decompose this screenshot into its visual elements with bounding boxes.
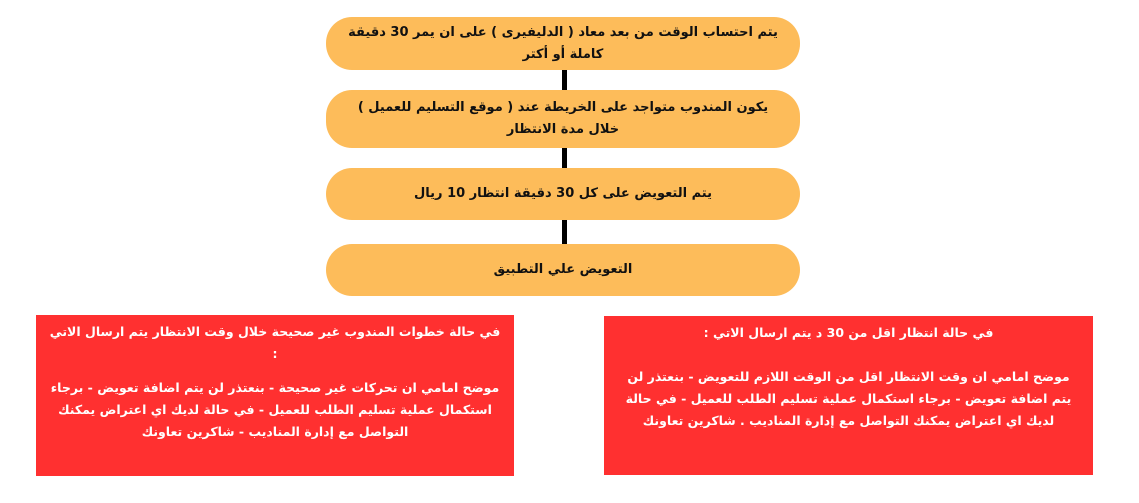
alert-short-wait-heading: في حالة انتظار اقل من 30 د يتم ارسال الاتي : <box>703 325 994 340</box>
alert-incorrect-steps-heading: في حالة خطوات المندوب غير صحيحة خلال وقت الانتظار يتم ارسال الاتي : <box>49 324 501 361</box>
flow-step-3-text: يتم التعويض على كل 30 دقيقة انتظار 10 ريال <box>414 186 712 201</box>
alert-short-wait-message: موضح امامي ان وقت الانتظار اقل من الوقت اللازم للتعويض - بنعتذر لن يتم اضافة تعويض - برجاء استكمال عملية تسليم الطلب للعميل - في حالة لديك اي اعتراض يمكنك التواصل مع إدارة المناديب . شاكرين تعاونك <box>625 369 1072 428</box>
flow-step-1-text: يتم احتساب الوقت من بعد معاد ( الدليفيرى ) على ان يمر 30 دقيقة كاملة أو أكتر <box>348 24 778 62</box>
flow-step-1 <box>326 17 800 70</box>
alert-incorrect-steps-message: موضح امامي ان تحركات غير صحيحة - بنعتذر لن يتم اضافة تعويض - برجاء استكمال عملية تسليم الطلب للعميل - في حالة لديك اي اعتراض يمكنك التواصل مع إدارة المناديب - شاكرين تعاونك <box>50 380 500 439</box>
flow-step-4 <box>326 244 800 296</box>
flow-step-2-text: يكون المندوب متواجد على الخريطة عند ( موقع التسليم للعميل ) خلال مدة الانتظار <box>357 100 769 137</box>
flow-step-2 <box>326 90 800 148</box>
connector-1-2 <box>562 70 567 90</box>
connector-3-4 <box>562 220 567 244</box>
alert-box-incorrect-steps <box>36 315 514 476</box>
connector-2-3 <box>562 148 567 168</box>
alert-box-short-wait <box>604 316 1093 475</box>
flow-step-3 <box>326 168 800 220</box>
flow-step-4-text: التعويض علي التطبيق <box>493 262 633 277</box>
